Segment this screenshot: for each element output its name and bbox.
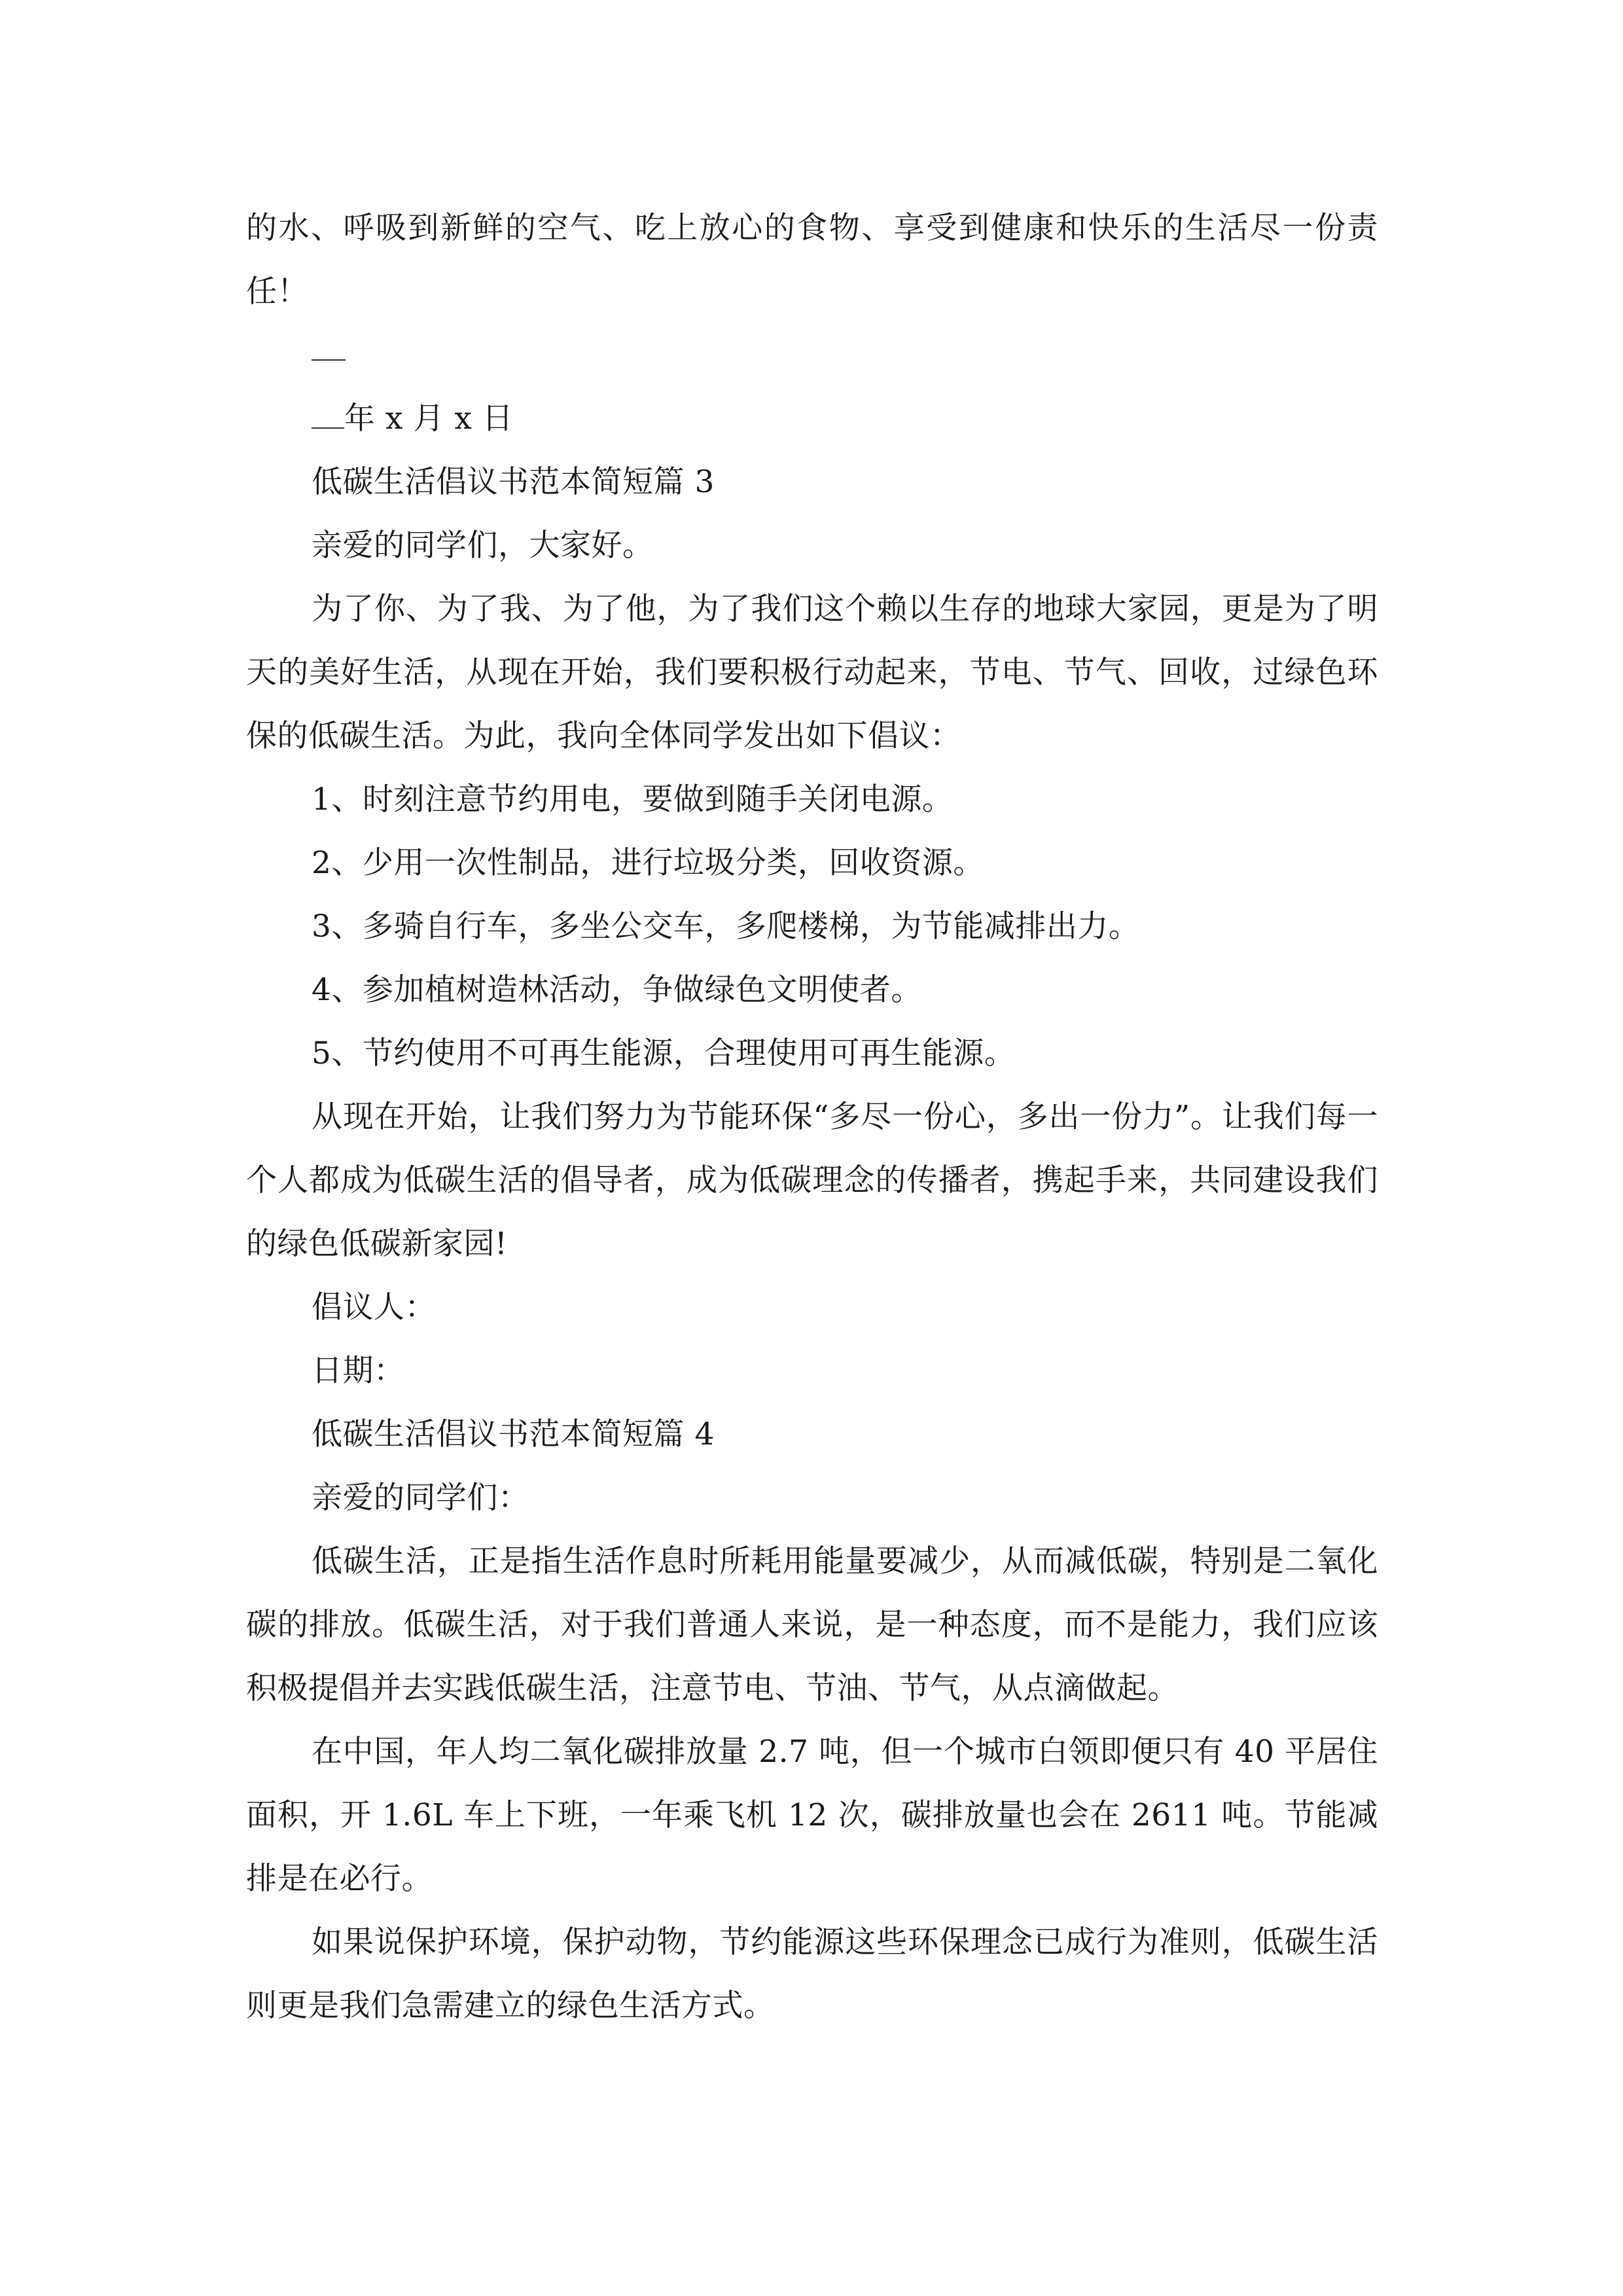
paragraph-conclusion: 如果说保护环境，保护动物，节约能源这些环保理念已成行为准则，低碳生活则更是我们急需建立的绿色生活方式。 [246, 1924, 1378, 2024]
proposal-item-1: 1、时刻注意节约用电，要做到随手关闭电源。 [312, 781, 954, 817]
date-line [246, 387, 1378, 450]
proposal-item-2: 2、少用一次性制品，进行垃圾分类，回收资源。 [312, 845, 984, 881]
paragraph-definition: 低碳生活，正是指生活作息时所耗用能量要减少，从而减低碳，特别是二氧化碳的排放。低碳生活，对于我们普通人来说，是一种态度，而不是能力，我们应该积极提倡并去实践低碳生活，注意节电、节油、节气，从点滴做起。 [246, 1543, 1378, 1706]
paragraph-closing-sentence: 的水、呼吸到新鲜的空气、吃上放心的食物、享受到健康和快乐的生活尽一份责任！ [246, 210, 1378, 310]
greeting-3: 亲爱的同学们，大家好。 [312, 528, 654, 564]
proposer-label: 倡议人： [312, 1289, 436, 1325]
section-heading-4: 低碳生活倡议书范本简短篇 4 [312, 1416, 715, 1452]
date-blank-underline [312, 399, 344, 429]
proposal-item-5: 5、节约使用不可再生能源，合理使用可再生能源。 [312, 1035, 1016, 1071]
date-text: 年 x 月 x 日 [344, 401, 514, 437]
paragraph-intro-3: 为了你、为了我、为了他，为了我们这个赖以生存的地球大家园，更是为了明天的美好生活，从现在开始，我们要积极行动起来，节电、节气、回收，过绿色环保的低碳生活。为此，我向全体同学发出如下倡议： [246, 591, 1378, 754]
greeting-4: 亲爱的同学们： [312, 1480, 529, 1516]
paragraph-call-to-action: 从现在开始，让我们努力为节能环保“多尽一份心，多出一份力”。让我们每一个人都成为低碳生活的倡导者，成为低碳理念的传播者，携起手来，共同建设我们的绿色低碳新家园! [246, 1099, 1378, 1262]
proposal-item-4: 4、参加植树造林活动，争做绿色文明使者。 [312, 972, 922, 1008]
signature-dash-line [246, 323, 1378, 387]
date-label: 日期： [312, 1353, 405, 1389]
signature-dash [312, 359, 346, 361]
section-heading-3: 低碳生活倡议书范本简短篇 3 [312, 464, 715, 500]
proposal-item-3: 3、多骑自行车，多坐公交车，多爬楼梯，为节能减排出力。 [312, 908, 1140, 944]
paragraph-statistics: 在中国，年人均二氧化碳排放量 2.7 吨，但一个城市白领即便只有 40 平居住面积，开 1.6L 车上下班，一年乘飞机 12 次，碳排放量也会在 2611 吨。节能减排是在必行。 [246, 1734, 1378, 1897]
document-body [246, 196, 1378, 2037]
